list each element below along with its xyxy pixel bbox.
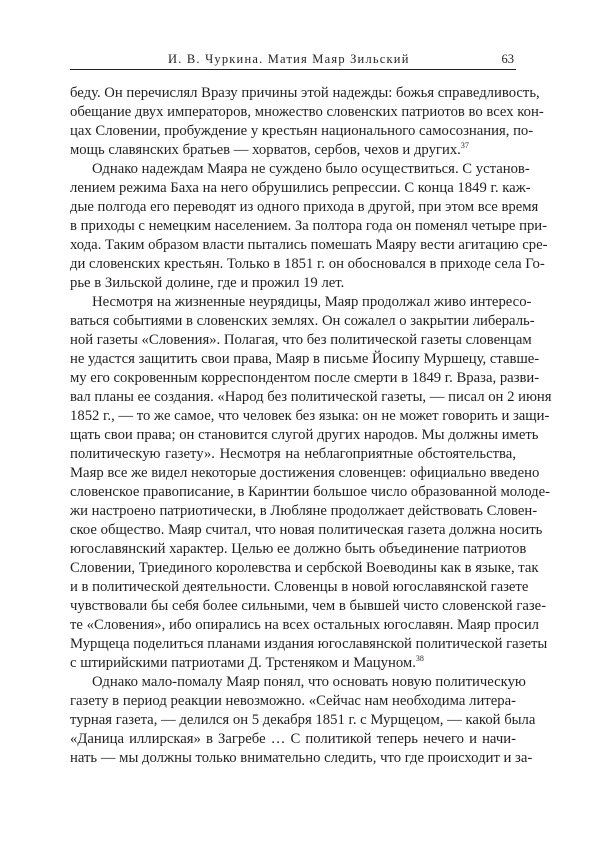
body-text [70, 84, 552, 768]
text-line: в приходы с немецким населением. За полтора года он поменял четыре при- [70, 218, 548, 234]
text-line: Мурщеца поделиться планами издания югославянской политической газеты [70, 636, 548, 652]
text-line: обещание двух императоров, множество словенских патриотов во всех кон- [70, 104, 544, 120]
text-line: ной газеты «Словения». Полагая, что без политической газеты словенцам [70, 332, 532, 348]
text-line: цах Словении, пробуждение у крестьян национального самосознания, по- [70, 123, 534, 139]
text-line: ди словенских крестьян. Только в 1851 г. он обосновался в приходе села Го- [70, 256, 545, 272]
text-line: югославянский характер. Целью ее должно быть объединение патриотов [70, 541, 527, 557]
text-line: Однако надеждам Маяра не суждено было осуществиться. С установ- [92, 161, 530, 177]
running-header [70, 50, 516, 70]
running-title: И. В. Чуркина. Матия Маяр Зильский [168, 52, 410, 66]
text-line: дые полгода его переводят из одного прихода в другой, при этом все время [70, 199, 539, 215]
text-line: Однако мало-помалу Маяр понял, что основать новую политическую [92, 674, 526, 690]
text-line: беду. Он перечислял Вразу причины этой надежды: божья справедливость, [70, 85, 540, 101]
footnote-ref: 37 [460, 141, 469, 150]
text-line: Несмотря на жизненные неурядицы, Маяр продолжал живо интересо- [92, 294, 532, 310]
paragraph [70, 673, 536, 768]
text-line: политическую газету». Несмотря на неблагоприятные обстоятельства, [70, 446, 516, 462]
text-line: щать свои права; он становится слугой других народов. Мы должны иметь [70, 427, 539, 443]
text-line: «Даница иллирская» в Загребе … С политикой теперь нечего и начи- [70, 731, 516, 747]
paragraph [70, 160, 548, 293]
footnote-ref: 38 [415, 654, 424, 663]
text-line: рье в Зильской долине, где и прожил 19 лет. [70, 275, 345, 291]
text-line: Маяр все же видел некоторые достижения словенцев: официально введено [70, 465, 540, 481]
text-line: и в политической деятельности. Словенцы в новой югославянской газете [70, 579, 529, 595]
text-line: му его сокровенным корреспондентом после смерти в 1849 г. Враза, разви- [70, 370, 540, 386]
text-line [70, 141, 516, 160]
text-line: Словении, Триединого королевства и сербской Воеводины как в языке, так [70, 560, 539, 576]
text-line: ваться событиями в словенских землях. Он сожалел о закрытии либераль- [70, 313, 535, 329]
paragraph [70, 84, 544, 160]
text-line: словенское правописание, в Каринтии большое число образованной молоде- [70, 484, 551, 500]
page-number: 63 [501, 52, 514, 66]
text-line: жи настроено патриотически, в Любляне продолжает действовать Словен- [70, 503, 538, 519]
text-line-content: мощь славянских братьев — хорватов, сербов, чехов и других. [70, 142, 461, 158]
text-line: чувствовали бы себя более сильными, чем в бывшей чисто словенской газе- [70, 598, 547, 614]
text-line: хода. Таким образом власти пытались помешать Маяру вести агитацию сре- [70, 237, 548, 253]
paragraph [70, 293, 552, 673]
text-line: 1852 г., — то же самое, что человек без языка: он не может говорить и защи- [70, 408, 550, 424]
text-line: вал планы ее создания. «Народ без политической газеты, — писал он 2 июня [70, 389, 552, 405]
text-line: ское общество. Маяр считал, что новая политическая газета должна носить [70, 522, 543, 538]
text-line: нать — мы должны только внимательно следить, что где происходит и за- [70, 750, 533, 766]
text-line-content: с штирийскими патриотами Д. Трстеняком и Мацуном. [70, 655, 416, 671]
text-line: турная газета, — делился он 5 декабря 1851 г. с Мурщецом, — какой была [70, 712, 536, 728]
text-line: те «Словения», ибо опирались на всех остальных югославян. Маяр просил [70, 617, 540, 633]
text-line: лением режима Баха на него обрушились репрессии. С конца 1849 г. каж- [70, 180, 531, 196]
text-line: газету в период реакции невозможно. «Сейчас нам необходима литера- [70, 693, 516, 709]
text-line [70, 654, 516, 673]
text-line: не удастся защитить свои права, Маяр в письме Йосипу Муршецу, ставше- [70, 351, 540, 367]
